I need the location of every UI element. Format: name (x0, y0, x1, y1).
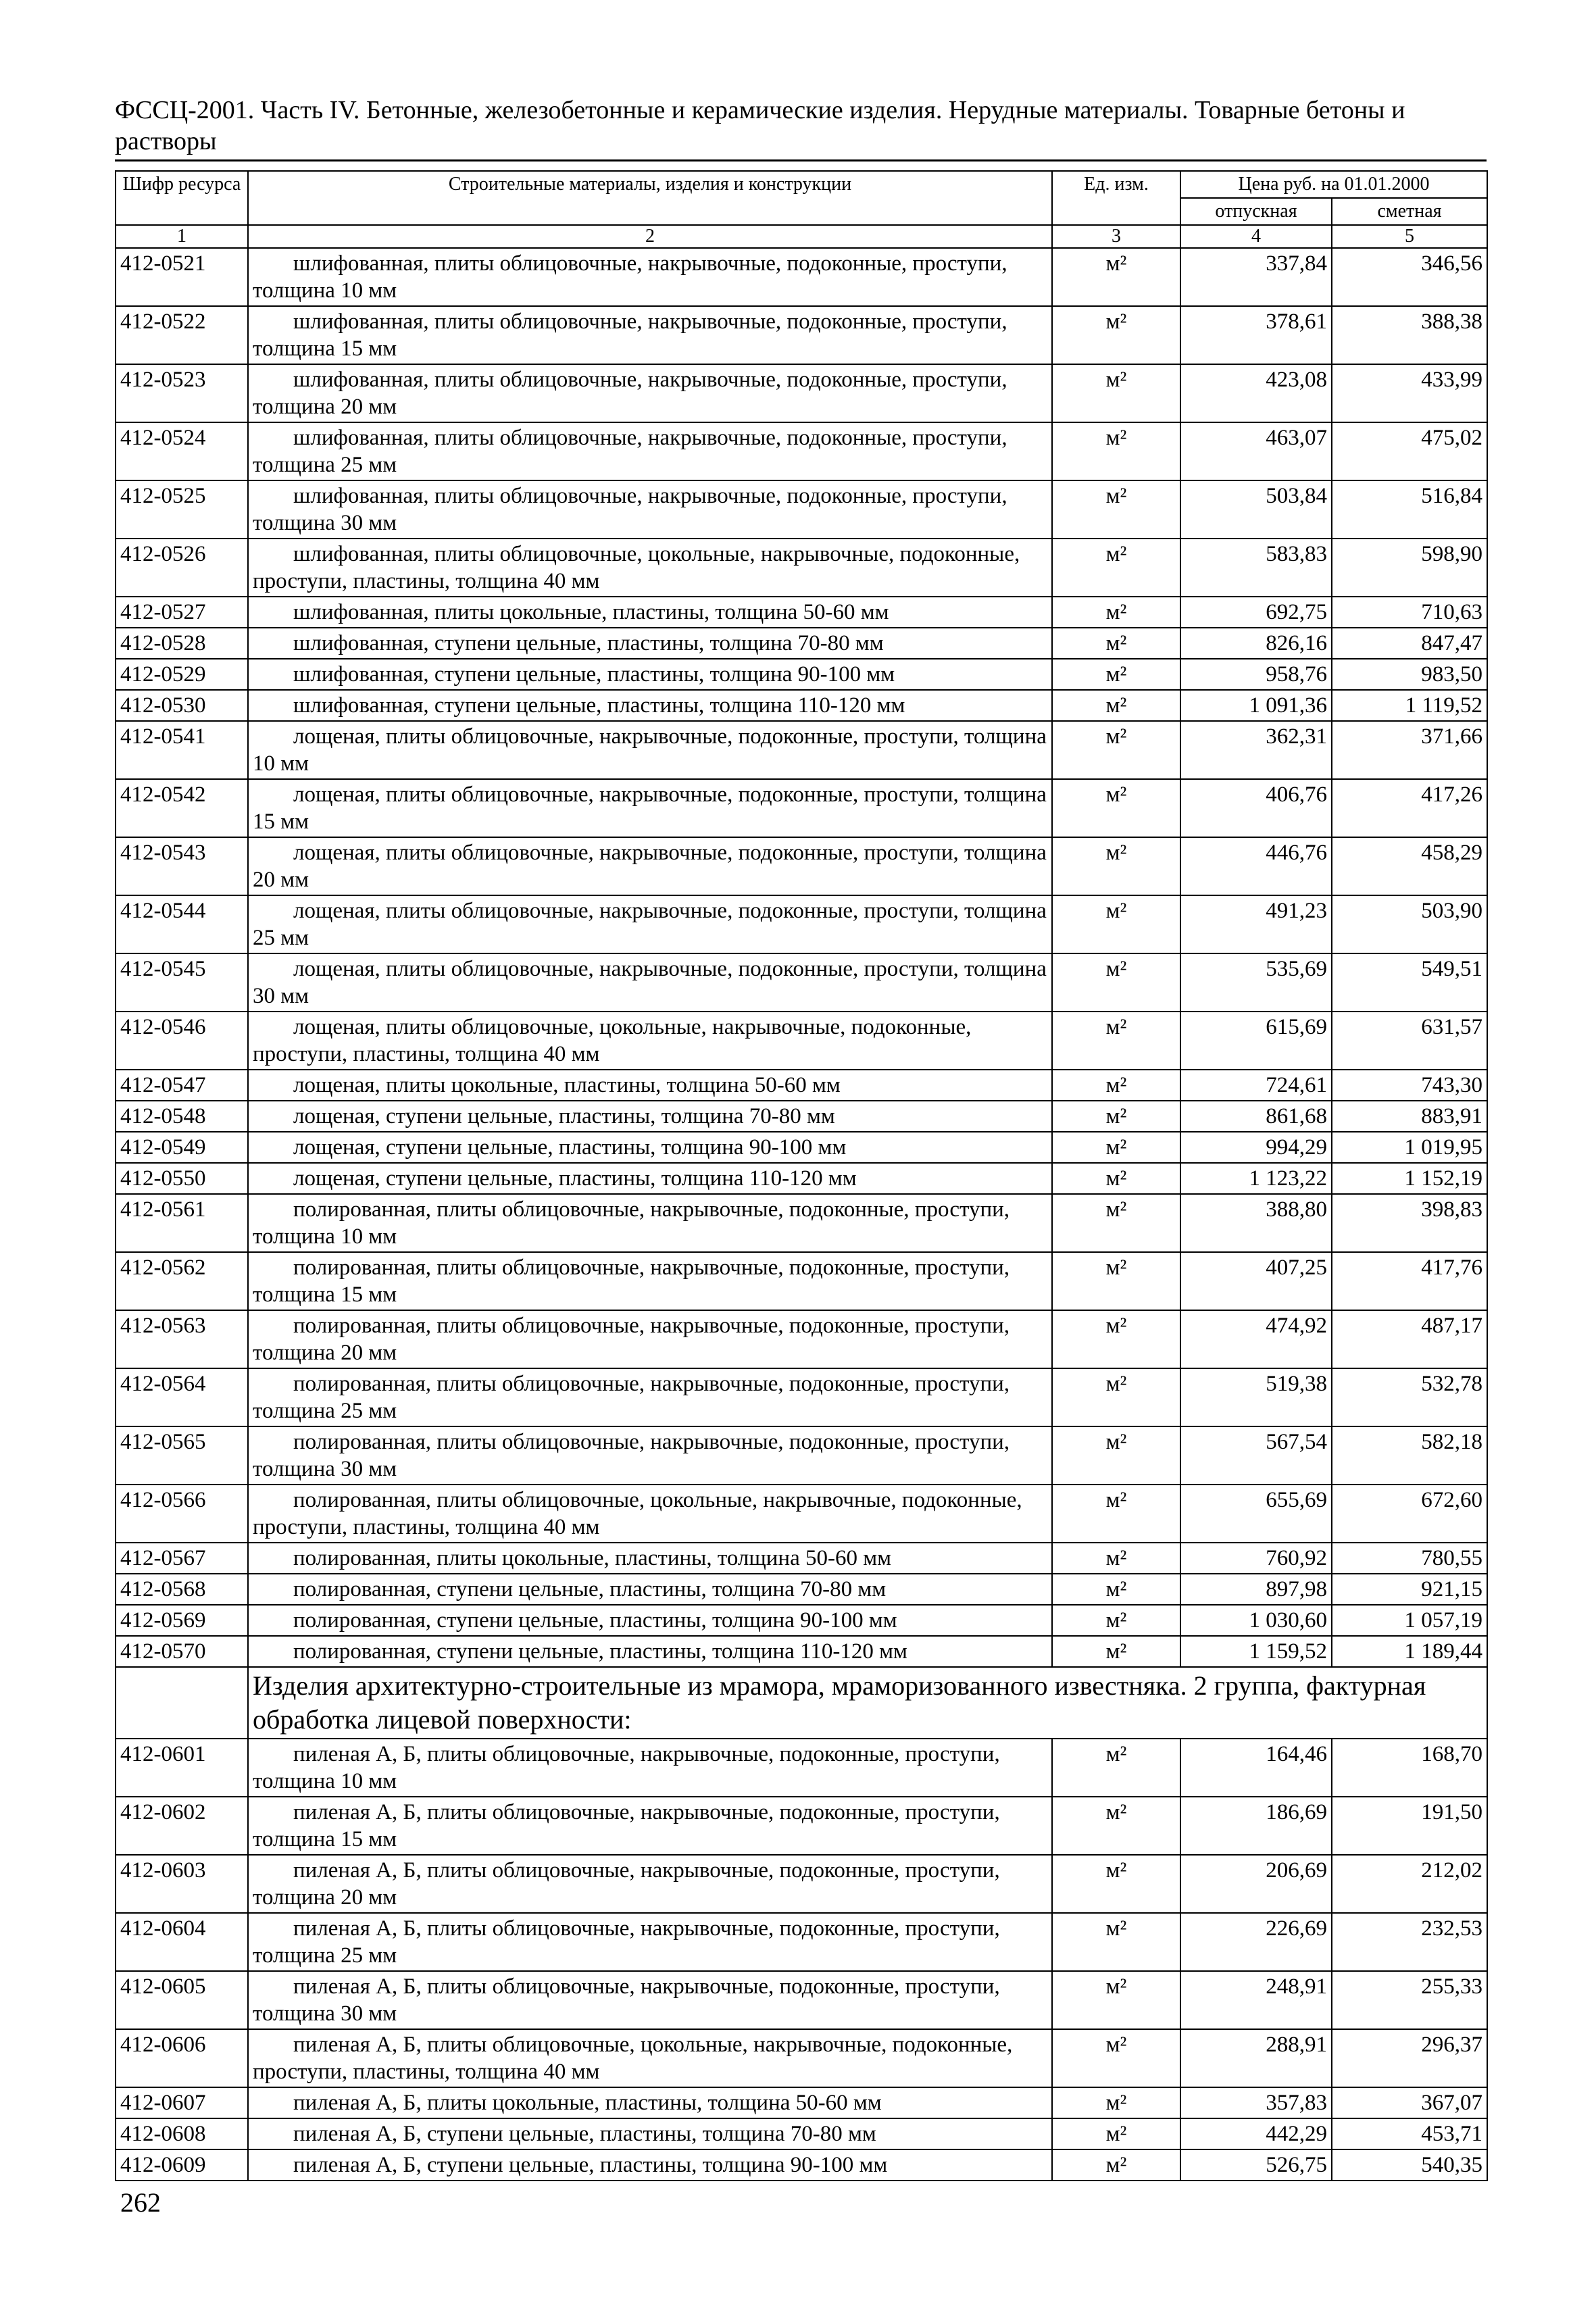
release-price: 337,84 (1180, 248, 1332, 306)
material-description: пиленая А, Б, ступени цельные, пластины, толщина 90-100 мм (248, 2149, 1052, 2181)
table-row (116, 690, 1487, 721)
estimate-price: 191,50 (1332, 1797, 1487, 1855)
material-description: лощеная, плиты облицовочные, цокольные, накрывочные, подоконные, проступи, пластины, толщина 40 мм (248, 1012, 1052, 1070)
table-row (116, 2149, 1487, 2181)
material-description: пиленая А, Б, плиты облицовочные, накрывочные, подоконные, проступи, толщина 25 мм (248, 1913, 1052, 1971)
resource-code: 412-0525 (116, 480, 248, 539)
resource-code: 412-0570 (116, 1636, 248, 1667)
material-description: полированная, ступени цельные, пластины, толщина 70-80 мм (248, 1574, 1052, 1605)
price-table (115, 170, 1488, 2181)
estimate-price: 1 119,52 (1332, 690, 1487, 721)
material-description: лощеная, плиты облицовочные, накрывочные, подоконные, проступи, толщина 30 мм (248, 953, 1052, 1012)
table-row (116, 1194, 1487, 1252)
release-price: 423,08 (1180, 364, 1332, 422)
release-price: 692,75 (1180, 597, 1332, 628)
header-unit: Ед. изм. (1052, 171, 1180, 225)
release-price: 388,80 (1180, 1194, 1332, 1252)
resource-code: 412-0563 (116, 1310, 248, 1368)
resource-code: 412-0545 (116, 953, 248, 1012)
unit-of-measure: м² (1052, 2149, 1180, 2181)
release-price: 362,31 (1180, 721, 1332, 779)
estimate-price: 503,90 (1332, 895, 1487, 953)
unit-of-measure: м² (1052, 1012, 1180, 1070)
table-row (116, 779, 1487, 837)
table-row (116, 837, 1487, 895)
unit-of-measure: м² (1052, 306, 1180, 364)
resource-code: 412-0547 (116, 1070, 248, 1101)
material-description: лощеная, плиты цокольные, пластины, толщина 50-60 мм (248, 1070, 1052, 1101)
table-row (116, 1739, 1487, 1797)
page-number: 262 (120, 2187, 161, 2218)
release-price: 1 159,52 (1180, 1636, 1332, 1667)
estimate-price: 458,29 (1332, 837, 1487, 895)
material-description: лощеная, ступени цельные, пластины, толщина 90-100 мм (248, 1132, 1052, 1163)
release-price: 1 030,60 (1180, 1605, 1332, 1636)
section-header (116, 1667, 1487, 1739)
estimate-price: 417,26 (1332, 779, 1487, 837)
release-price: 474,92 (1180, 1310, 1332, 1368)
unit-of-measure: м² (1052, 1252, 1180, 1310)
release-price: 406,76 (1180, 779, 1332, 837)
unit-of-measure: м² (1052, 1132, 1180, 1163)
table-row (116, 1070, 1487, 1101)
resource-code: 412-0521 (116, 248, 248, 306)
table-row (116, 1855, 1487, 1913)
estimate-price: 453,71 (1332, 2118, 1487, 2149)
estimate-price: 598,90 (1332, 539, 1487, 597)
release-price: 206,69 (1180, 1855, 1332, 1913)
material-description: шлифованная, плиты облицовочные, накрывочные, подоконные, проступи, толщина 15 мм (248, 306, 1052, 364)
estimate-price: 1 189,44 (1332, 1636, 1487, 1667)
unit-of-measure: м² (1052, 1070, 1180, 1101)
resource-code: 412-0522 (116, 306, 248, 364)
estimate-price: 371,66 (1332, 721, 1487, 779)
resource-code: 412-0529 (116, 659, 248, 690)
release-price: 248,91 (1180, 1971, 1332, 2029)
release-price: 378,61 (1180, 306, 1332, 364)
release-price: 491,23 (1180, 895, 1332, 953)
material-description: лощеная, плиты облицовочные, накрывочные, подоконные, проступи, толщина 10 мм (248, 721, 1052, 779)
unit-of-measure: м² (1052, 2029, 1180, 2087)
resource-code: 412-0567 (116, 1543, 248, 1574)
estimate-price: 346,56 (1332, 248, 1487, 306)
estimate-price: 1 152,19 (1332, 1163, 1487, 1194)
estimate-price: 168,70 (1332, 1739, 1487, 1797)
unit-of-measure: м² (1052, 1855, 1180, 1913)
material-description: лощеная, ступени цельные, пластины, толщина 110-120 мм (248, 1163, 1052, 1194)
unit-of-measure: м² (1052, 837, 1180, 895)
release-price: 442,29 (1180, 2118, 1332, 2149)
estimate-price: 367,07 (1332, 2087, 1487, 2118)
material-description: полированная, плиты облицовочные, накрывочные, подоконные, проступи, толщина 30 мм (248, 1426, 1052, 1485)
material-description: шлифованная, плиты облицовочные, накрывочные, подоконные, проступи, толщина 25 мм (248, 422, 1052, 480)
estimate-price: 983,50 (1332, 659, 1487, 690)
header-price-group: Цена руб. на 01.01.2000 (1180, 171, 1487, 198)
unit-of-measure: м² (1052, 1426, 1180, 1485)
table-row (116, 306, 1487, 364)
estimate-price: 780,55 (1332, 1543, 1487, 1574)
unit-of-measure: м² (1052, 1913, 1180, 1971)
unit-of-measure: м² (1052, 1739, 1180, 1797)
material-description: пиленая А, Б, плиты облицовочные, накрывочные, подоконные, проступи, толщина 10 мм (248, 1739, 1052, 1797)
estimate-price: 1 057,19 (1332, 1605, 1487, 1636)
material-description: шлифованная, плиты цокольные, пластины, толщина 50-60 мм (248, 597, 1052, 628)
table-row (116, 2118, 1487, 2149)
resource-code: 412-0564 (116, 1368, 248, 1426)
material-description: полированная, ступени цельные, пластины, толщина 90-100 мм (248, 1605, 1052, 1636)
resource-code: 412-0608 (116, 2118, 248, 2149)
unit-of-measure: м² (1052, 1310, 1180, 1368)
table-row (116, 721, 1487, 779)
table-row (116, 1605, 1487, 1636)
material-description: пиленая А, Б, плиты облицовочные, накрывочные, подоконные, проступи, толщина 15 мм (248, 1797, 1052, 1855)
material-description: пиленая А, Б, плиты облицовочные, накрывочные, подоконные, проступи, толщина 20 мм (248, 1855, 1052, 1913)
release-price: 526,75 (1180, 2149, 1332, 2181)
estimate-price: 631,57 (1332, 1012, 1487, 1070)
resource-code: 412-0568 (116, 1574, 248, 1605)
estimate-price: 1 019,95 (1332, 1132, 1487, 1163)
header-rule (115, 159, 1487, 161)
table-row (116, 953, 1487, 1012)
material-description: пиленая А, Б, ступени цельные, пластины, толщина 70-80 мм (248, 2118, 1052, 2149)
estimate-price: 516,84 (1332, 480, 1487, 539)
release-price: 897,98 (1180, 1574, 1332, 1605)
table-row (116, 1485, 1487, 1543)
resource-code: 412-0528 (116, 628, 248, 659)
table-row (116, 1252, 1487, 1310)
estimate-price: 417,76 (1332, 1252, 1487, 1310)
material-description: полированная, плиты облицовочные, накрывочные, подоконные, проступи, толщина 25 мм (248, 1368, 1052, 1426)
estimate-price: 212,02 (1332, 1855, 1487, 1913)
resource-code: 412-0550 (116, 1163, 248, 1194)
column-number: 2 (248, 225, 1052, 248)
material-description: шлифованная, плиты облицовочные, накрывочные, подоконные, проступи, толщина 20 мм (248, 364, 1052, 422)
table-row (116, 480, 1487, 539)
unit-of-measure: м² (1052, 1636, 1180, 1667)
resource-code: 412-0604 (116, 1913, 248, 1971)
material-description: полированная, плиты облицовочные, накрывочные, подоконные, проступи, толщина 20 мм (248, 1310, 1052, 1368)
column-number-row (116, 225, 1487, 248)
estimate-price: 921,15 (1332, 1574, 1487, 1605)
material-description: полированная, плиты облицовочные, цокольные, накрывочные, подоконные, проступи, пластины, толщина 40 мм (248, 1485, 1052, 1543)
table-row (116, 659, 1487, 690)
release-price: 288,91 (1180, 2029, 1332, 2087)
estimate-price: 398,83 (1332, 1194, 1487, 1252)
resource-code: 412-0542 (116, 779, 248, 837)
header-release-price: отпускная (1180, 198, 1332, 225)
section-title: Изделия архитектурно-строительные из мрамора, мраморизованного известняка. 2 группа, фактурная обработка лицевой поверхности: (248, 1667, 1487, 1739)
estimate-price: 549,51 (1332, 953, 1487, 1012)
resource-code: 412-0524 (116, 422, 248, 480)
resource-code: 412-0605 (116, 1971, 248, 2029)
estimate-price: 475,02 (1332, 422, 1487, 480)
estimate-price: 232,53 (1332, 1913, 1487, 1971)
resource-code: 412-0530 (116, 690, 248, 721)
resource-code: 412-0601 (116, 1739, 248, 1797)
unit-of-measure: м² (1052, 1543, 1180, 1574)
release-price: 503,84 (1180, 480, 1332, 539)
table-row (116, 895, 1487, 953)
material-description: лощеная, плиты облицовочные, накрывочные, подоконные, проступи, толщина 25 мм (248, 895, 1052, 953)
resource-code: 412-0565 (116, 1426, 248, 1485)
table-body-main (116, 248, 1487, 1667)
column-number: 3 (1052, 225, 1180, 248)
table-row (116, 1797, 1487, 1855)
material-description: шлифованная, плиты облицовочные, цокольные, накрывочные, подоконные, проступи, пластины, толщина 40 мм (248, 539, 1052, 597)
release-price: 615,69 (1180, 1012, 1332, 1070)
estimate-price: 433,99 (1332, 364, 1487, 422)
release-price: 760,92 (1180, 1543, 1332, 1574)
release-price: 1 123,22 (1180, 1163, 1332, 1194)
table-row (116, 364, 1487, 422)
release-price: 567,54 (1180, 1426, 1332, 1485)
release-price: 407,25 (1180, 1252, 1332, 1310)
resource-code: 412-0546 (116, 1012, 248, 1070)
material-description: полированная, ступени цельные, пластины, толщина 110-120 мм (248, 1636, 1052, 1667)
release-price: 186,69 (1180, 1797, 1332, 1855)
estimate-price: 296,37 (1332, 2029, 1487, 2087)
table-row (116, 597, 1487, 628)
estimate-price: 710,63 (1332, 597, 1487, 628)
table-row (116, 1913, 1487, 1971)
unit-of-measure: м² (1052, 1971, 1180, 2029)
resource-code: 412-0602 (116, 1797, 248, 1855)
unit-of-measure: м² (1052, 2087, 1180, 2118)
unit-of-measure: м² (1052, 690, 1180, 721)
unit-of-measure: м² (1052, 1797, 1180, 1855)
material-description: шлифованная, ступени цельные, пластины, толщина 110-120 мм (248, 690, 1052, 721)
material-description: лощеная, ступени цельные, пластины, толщина 70-80 мм (248, 1101, 1052, 1132)
release-price: 861,68 (1180, 1101, 1332, 1132)
resource-code: 412-0523 (116, 364, 248, 422)
table-row (116, 1543, 1487, 1574)
release-price: 446,76 (1180, 837, 1332, 895)
table-body-second (116, 1739, 1487, 2181)
unit-of-measure: м² (1052, 480, 1180, 539)
material-description: пиленая А, Б, плиты цокольные, пластины, толщина 50-60 мм (248, 2087, 1052, 2118)
table-row (116, 1012, 1487, 1070)
page-header: ФССЦ-2001. Часть IV. Бетонные, железобетонные и керамические изделия. Нерудные материалы. Товарные бетоны и растворы (115, 96, 1405, 155)
table-row (116, 1971, 1487, 2029)
section-code-cell (116, 1667, 248, 1739)
material-description: пиленая А, Б, плиты облицовочные, накрывочные, подоконные, проступи, толщина 30 мм (248, 1971, 1052, 2029)
unit-of-measure: м² (1052, 2118, 1180, 2149)
unit-of-measure: м² (1052, 721, 1180, 779)
resource-code: 412-0543 (116, 837, 248, 895)
estimate-price: 883,91 (1332, 1101, 1487, 1132)
unit-of-measure: м² (1052, 1101, 1180, 1132)
column-number: 5 (1332, 225, 1487, 248)
release-price: 724,61 (1180, 1070, 1332, 1101)
unit-of-measure: м² (1052, 248, 1180, 306)
table-row (116, 422, 1487, 480)
estimate-price: 672,60 (1332, 1485, 1487, 1543)
resource-code: 412-0526 (116, 539, 248, 597)
unit-of-measure: м² (1052, 628, 1180, 659)
table-row (116, 2087, 1487, 2118)
material-description: лощеная, плиты облицовочные, накрывочные, подоконные, проступи, толщина 15 мм (248, 779, 1052, 837)
estimate-price: 847,47 (1332, 628, 1487, 659)
table-row (116, 1426, 1487, 1485)
material-description: шлифованная, ступени цельные, пластины, толщина 70-80 мм (248, 628, 1052, 659)
resource-code: 412-0527 (116, 597, 248, 628)
material-description: лощеная, плиты облицовочные, накрывочные, подоконные, проступи, толщина 20 мм (248, 837, 1052, 895)
material-description: шлифованная, ступени цельные, пластины, толщина 90-100 мм (248, 659, 1052, 690)
header-code: Шифр ресурса (116, 171, 248, 225)
unit-of-measure: м² (1052, 539, 1180, 597)
table-row (116, 2029, 1487, 2087)
estimate-price: 743,30 (1332, 1070, 1487, 1101)
unit-of-measure: м² (1052, 1485, 1180, 1543)
release-price: 826,16 (1180, 628, 1332, 659)
unit-of-measure: м² (1052, 364, 1180, 422)
estimate-price: 540,35 (1332, 2149, 1487, 2181)
estimate-price: 255,33 (1332, 1971, 1487, 2029)
table-row (116, 539, 1487, 597)
unit-of-measure: м² (1052, 1194, 1180, 1252)
release-price: 519,38 (1180, 1368, 1332, 1426)
estimate-price: 487,17 (1332, 1310, 1487, 1368)
header-estimate-price: сметная (1332, 198, 1487, 225)
release-price: 357,83 (1180, 2087, 1332, 2118)
column-number: 1 (116, 225, 248, 248)
release-price: 655,69 (1180, 1485, 1332, 1543)
column-number: 4 (1180, 225, 1332, 248)
unit-of-measure: м² (1052, 895, 1180, 953)
resource-code: 412-0603 (116, 1855, 248, 1913)
resource-code: 412-0561 (116, 1194, 248, 1252)
resource-code: 412-0566 (116, 1485, 248, 1543)
unit-of-measure: м² (1052, 422, 1180, 480)
resource-code: 412-0606 (116, 2029, 248, 2087)
unit-of-measure: м² (1052, 953, 1180, 1012)
table-row (116, 1310, 1487, 1368)
release-price: 164,46 (1180, 1739, 1332, 1797)
release-price: 958,76 (1180, 659, 1332, 690)
estimate-price: 388,38 (1332, 306, 1487, 364)
table-row (116, 1101, 1487, 1132)
header-name: Строительные материалы, изделия и конструкции (248, 171, 1052, 225)
unit-of-measure: м² (1052, 1368, 1180, 1426)
resource-code: 412-0549 (116, 1132, 248, 1163)
material-description: шлифованная, плиты облицовочные, накрывочные, подоконные, проступи, толщина 30 мм (248, 480, 1052, 539)
resource-code: 412-0544 (116, 895, 248, 953)
release-price: 463,07 (1180, 422, 1332, 480)
table-row (116, 1368, 1487, 1426)
table-row (116, 628, 1487, 659)
material-description: полированная, плиты цокольные, пластины, толщина 50-60 мм (248, 1543, 1052, 1574)
release-price: 535,69 (1180, 953, 1332, 1012)
release-price: 583,83 (1180, 539, 1332, 597)
table-row (116, 1636, 1487, 1667)
release-price: 1 091,36 (1180, 690, 1332, 721)
unit-of-measure: м² (1052, 1574, 1180, 1605)
table-row (116, 248, 1487, 306)
material-description: полированная, плиты облицовочные, накрывочные, подоконные, проступи, толщина 10 мм (248, 1194, 1052, 1252)
material-description: полированная, плиты облицовочные, накрывочные, подоконные, проступи, толщина 15 мм (248, 1252, 1052, 1310)
material-description: пиленая А, Б, плиты облицовочные, цокольные, накрывочные, подоконные, проступи, пластины, толщина 40 мм (248, 2029, 1052, 2087)
unit-of-measure: м² (1052, 1163, 1180, 1194)
release-price: 226,69 (1180, 1913, 1332, 1971)
unit-of-measure: м² (1052, 779, 1180, 837)
unit-of-measure: м² (1052, 1605, 1180, 1636)
resource-code: 412-0541 (116, 721, 248, 779)
unit-of-measure: м² (1052, 659, 1180, 690)
resource-code: 412-0609 (116, 2149, 248, 2181)
material-description: шлифованная, плиты облицовочные, накрывочные, подоконные, проступи, толщина 10 мм (248, 248, 1052, 306)
resource-code: 412-0569 (116, 1605, 248, 1636)
release-price: 994,29 (1180, 1132, 1332, 1163)
estimate-price: 582,18 (1332, 1426, 1487, 1485)
table-row (116, 1574, 1487, 1605)
resource-code: 412-0562 (116, 1252, 248, 1310)
table-row (116, 1132, 1487, 1163)
estimate-price: 532,78 (1332, 1368, 1487, 1426)
unit-of-measure: м² (1052, 597, 1180, 628)
resource-code: 412-0607 (116, 2087, 248, 2118)
table-row (116, 1163, 1487, 1194)
resource-code: 412-0548 (116, 1101, 248, 1132)
